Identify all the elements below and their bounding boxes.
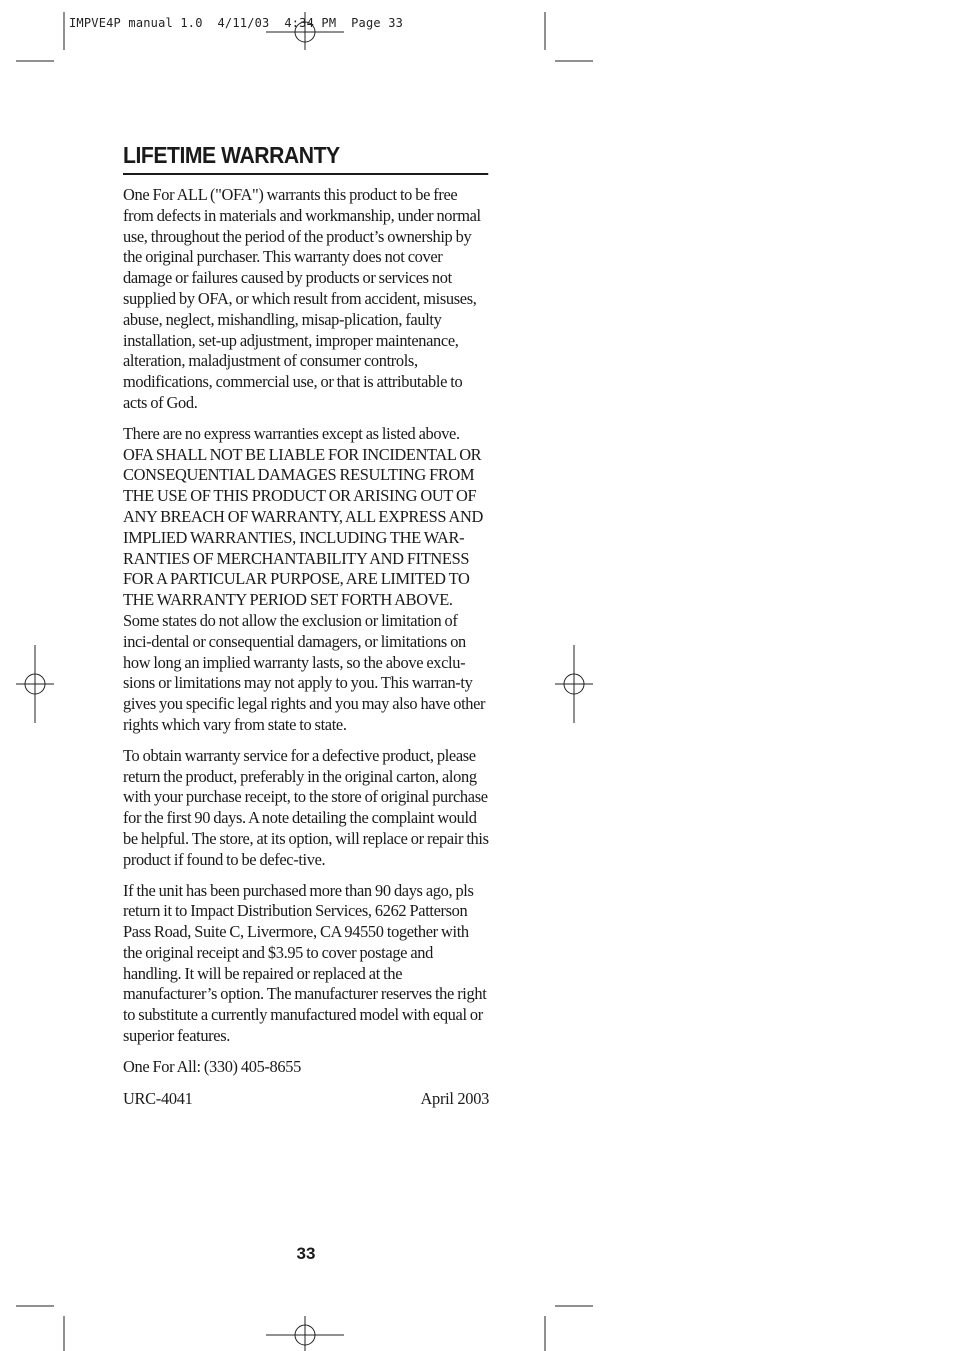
model-number: URC-4041 [123,1088,193,1108]
warranty-section [123,140,489,1109]
page-number: 33 [296,1244,316,1263]
section-title: LIFETIME WARRANTY [123,140,488,175]
model-date-line [123,1089,489,1110]
warranty-paragraph-4: If the unit has been purchased more than 90 days ago, pls return it to Impact Distribution Services, 6262 Patterson Pass Road, Suite C, Livermore, CA 94550 together with the original receipt and $3.95 to cover postage and handling. It will be repaired or replaced at the manufacturer’s option. The manufacturer reserves the right to substitute a currently manufactured model with equal or superior features. [123,880,487,1046]
warranty-paragraph-2: There are no express warranties except as listed above. OFA SHALL NOT BE LIABLE FOR INCIDENTAL OR CONSEQUENTIAL DAMAGES RESULTING FROM THE USE OF THIS PRODUCT OR ARISING OUT OF ANY BREACH OF WARRANTY, ALL EXPRESS AND IMPLIED WARRANTIES, INCLUDING THE WAR-RANTIES OF MERCHANTABILITY AND FITNESS FOR A PARTICULAR PURPOSE, ARE LIMITED TO THE WARRANTY PERIOD SET FORTH ABOVE. Some states do not allow the exclusion or limitation of inci-dental or consequential damagers, or limitations on how long an implied warranty lasts, so the above exclu-sions or limitations may not apply to you. This warran-ty gives you specific legal rights and you may also have other rights which vary from state to state. [123,423,486,734]
print-slug: IMPVE4P manual 1.0 4/11/03 4:34 PM Page 33 [69,16,404,30]
warranty-paragraph-1: One For ALL ("OFA") warrants this product to be free from defects in materials and workmanship, under normal use, throughout the period of the product’s ownership by the original purchaser. This warranty does not cover damage or failures caused by products or services not supplied by OFA, or which result from accident, misuses, abuse, neglect, mishandling, misap-plication, faulty installation, set-up adjustment, improper maintenance, alteration, maladjustment of consumer controls, modifications, commercial use, or that is attributable to acts of God. [123,185,481,412]
warranty-paragraph-3: To obtain warranty service for a defective product, please return the product, preferably in the original carton, along with your purchase receipt, to the store of original purchase for the first 90 days. A note detailing the complaint would be helpful. The store, at its option, will replace or repair this product if found to be defec-tive. [123,745,489,869]
publication-date: April 2003 [420,1088,489,1108]
contact-phone: One For All: (330) 405-8655 [123,1056,301,1076]
